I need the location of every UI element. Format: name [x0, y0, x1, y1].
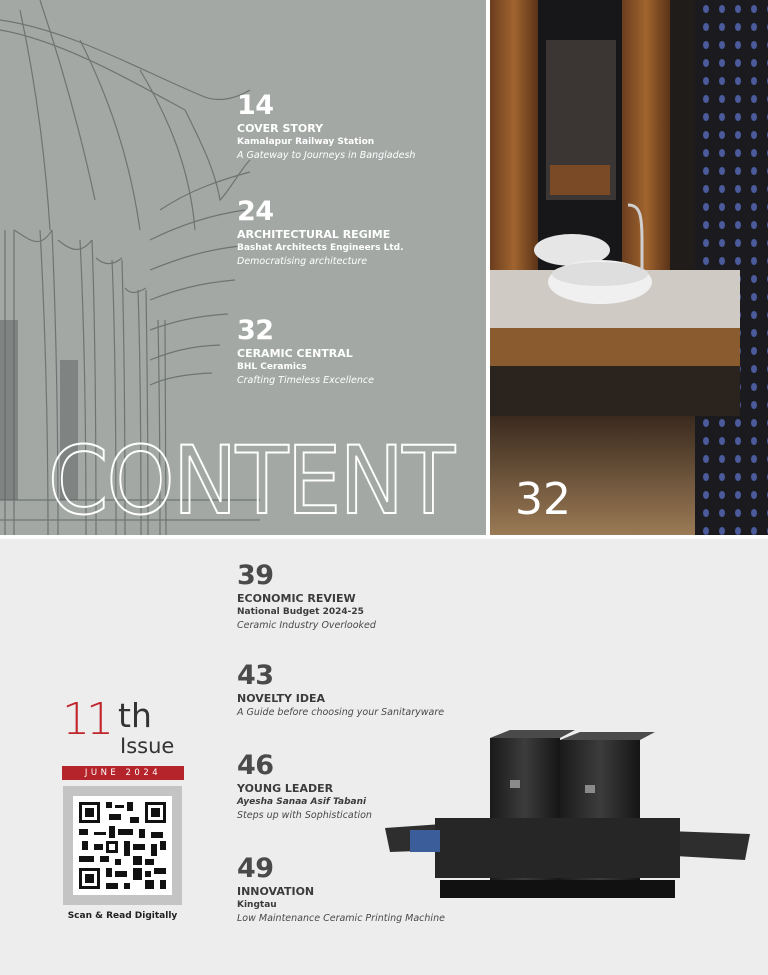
section-title: NOVELTY IDEA — [237, 692, 326, 705]
content-heading-text: CONTENT — [48, 427, 454, 535]
issue-number: 11 — [62, 694, 110, 745]
page-number: 24 — [237, 196, 274, 227]
bathroom-photo[interactable] — [490, 0, 768, 535]
page-number: 14 — [237, 90, 274, 121]
article-tagline: A Guide before choosing your Sanitaryware — [237, 707, 445, 718]
content-heading — [48, 427, 486, 535]
issue-suffix: th — [118, 696, 152, 735]
article-subtitle: Bashat Architects Engineers Ltd. — [237, 243, 404, 253]
page-number: 39 — [237, 560, 274, 591]
article-tagline: Crafting Timeless Excellence — [237, 375, 374, 386]
article-subtitle: BHL Ceramics — [237, 362, 307, 372]
article-tagline: Ceramic Industry Overlooked — [237, 620, 376, 631]
toc-entry-ceramic-central[interactable] — [237, 317, 374, 387]
article-tagline: Democratising architecture — [237, 256, 368, 267]
page-number: 46 — [237, 750, 274, 781]
page-number: 32 — [237, 315, 274, 346]
qr-pattern — [73, 796, 172, 895]
toc-entry-cover-story[interactable] — [237, 92, 415, 162]
article-subtitle: Kingtau — [237, 900, 277, 910]
issue-word: Issue — [120, 734, 175, 758]
ceramic-printing-machine-image — [380, 730, 760, 910]
issue-date: JUNE 2024 — [62, 766, 184, 780]
qr-code-inner — [73, 796, 172, 895]
article-subtitle: National Budget 2024-25 — [237, 607, 364, 617]
article-tagline: Steps up with Sophistication — [237, 810, 372, 821]
photo-page-number: 32 — [515, 474, 571, 525]
page-number: 49 — [237, 853, 274, 884]
scan-label: Scan & Read Digitally — [67, 911, 178, 921]
bathroom-illustration — [490, 0, 768, 535]
toc-entry-young-leader[interactable] — [237, 752, 372, 822]
section-title: INNOVATION — [237, 885, 315, 898]
section-title: ARCHITECTURAL REGIME — [237, 228, 391, 241]
toc-entry-economic-review[interactable] — [237, 562, 376, 632]
section-title: COVER STORY — [237, 122, 324, 135]
article-tagline: A Gateway to Journeys in Bangladesh — [237, 150, 416, 161]
panel-divider-horizontal — [0, 535, 768, 539]
page-number: 43 — [237, 660, 274, 691]
cover-story-panel — [0, 0, 486, 535]
article-subtitle: Ayesha Sanaa Asif Tabani — [237, 797, 367, 807]
section-title: YOUNG LEADER — [237, 782, 334, 795]
qr-code[interactable] — [63, 786, 182, 905]
article-subtitle: Kamalapur Railway Station — [237, 137, 375, 147]
toc-entry-novelty-idea[interactable] — [237, 662, 444, 719]
section-title: ECONOMIC REVIEW — [237, 592, 356, 605]
section-title: CERAMIC CENTRAL — [237, 347, 353, 360]
article-tagline: Low Maintenance Ceramic Printing Machine — [237, 913, 445, 924]
toc-entry-architectural-regime[interactable] — [237, 198, 404, 268]
